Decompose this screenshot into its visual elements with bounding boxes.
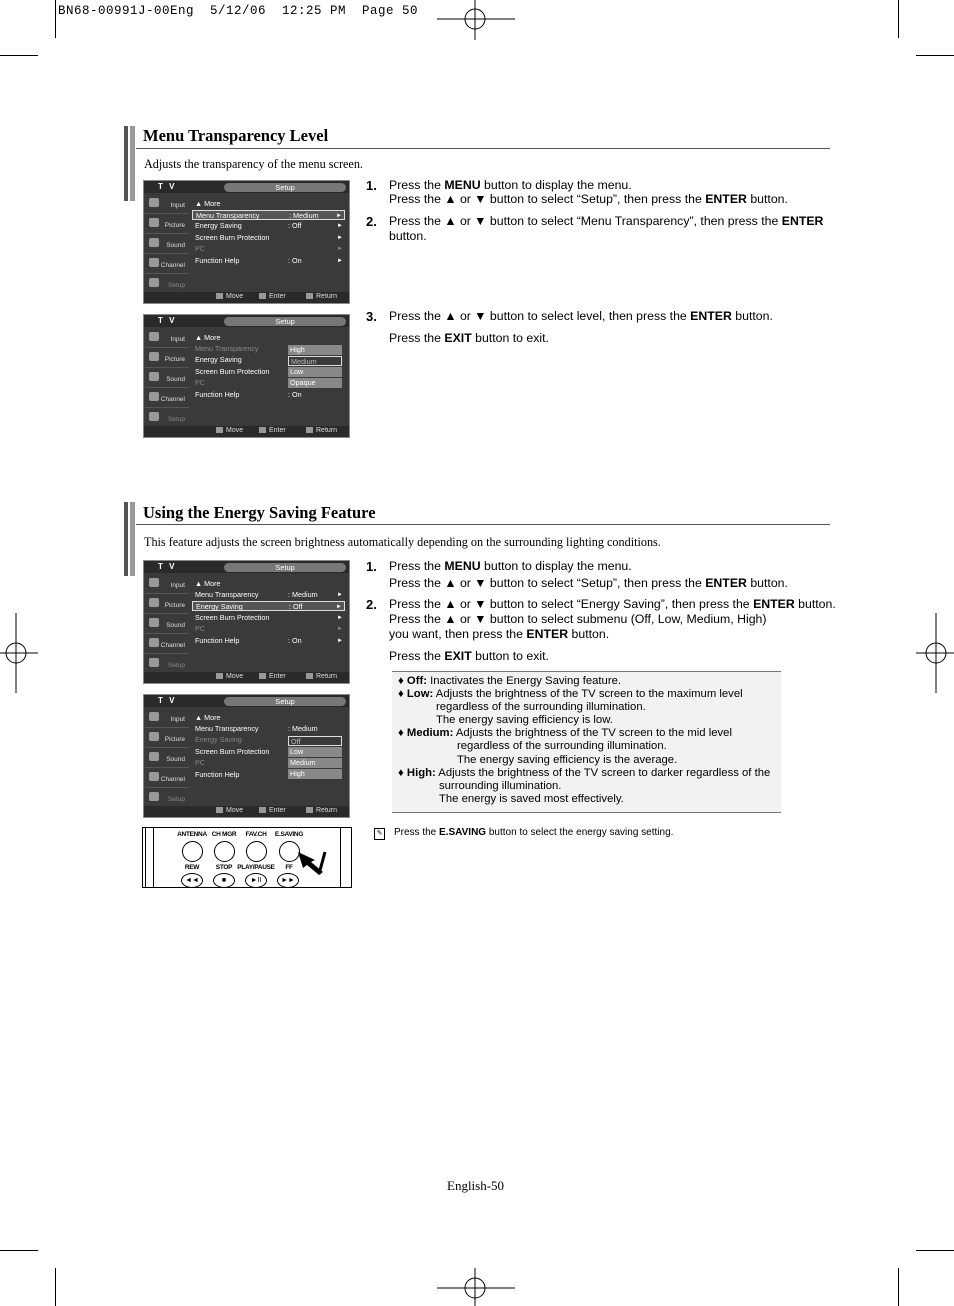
print-header: BN68-00991J-00Eng 5/12/06 12:25 PM Page 50: [58, 4, 419, 18]
step-1: 1. Press the MENU button to display the menu. Press the ▲ or ▼ button to select “Setup”, then press the ENTER button.: [366, 178, 788, 206]
tv-menu-screen: T V Setup Input Picture Sound Channel Setup ▲ More Menu Transparency : Medium ► Energy Saving : Off ► Screen Burn Protection ► PC ► Function Help : On ► Move Enter Return: [143, 180, 350, 304]
ch-mgr-button: [214, 841, 235, 862]
section-description: Adjusts the transparency of the menu screen.: [144, 157, 363, 171]
tv-menu-screen: T V Setup Input Picture Sound Channel Setup ▲ More Menu Transparency : Medium ► Energy Saving : Off ► Screen Burn Protection ► PC ► Function Help : On ► Move Enter Return: [143, 560, 350, 684]
section-title: Using the Energy Saving Feature: [143, 503, 376, 522]
tv-menu-screen: T V Setup Input Picture Sound Channel Setup ▲ More Menu Transparency Energy Saving Screen Burn Protection PC Function Help : On High Medium Low Opaque Move Enter Return: [143, 314, 350, 438]
section-description: This feature adjusts the screen brightness automatically depending on the surrounding lighting conditions.: [144, 535, 661, 549]
registration-mark-left: [0, 613, 38, 693]
crop-mark: [0, 1250, 38, 1251]
stop-icon: ■: [213, 873, 235, 888]
crop-mark: [55, 1268, 56, 1306]
transparency-options: High Medium Low Opaque: [288, 345, 342, 389]
crop-mark: [898, 0, 899, 38]
remote-control-illustration: ANTENNA CH MGR FAV.CH E.SAVING REW STOP PLAY/PAUSE FF ◄◄ ■ ►II ►►: [142, 827, 352, 888]
pointer-arrow-icon: [293, 848, 333, 876]
section-bar: [130, 126, 135, 201]
registration-mark-top: [437, 0, 517, 40]
energy-saving-info-box: ♦ Off: Inactivates the Energy Saving feature. ♦ Low: Adjusts the brightness of the TV screen to the maximum level regardless of the surrounding illumination. The energy saving efficiency is low. ♦ Medium: Adjusts the brightness of the TV screen to the mid level regardless of the surrounding illumination. The energy saving efficiency is the average. ♦ High: Adjusts the brightness of the TV screen to darker regardless of the surrounding illumination. The energy is saved most effectively.: [392, 671, 781, 813]
fast-forward-icon: ►►: [277, 873, 299, 888]
section-bar: [130, 502, 135, 576]
antenna-button: [182, 841, 203, 862]
tv-menu-screen: T V Setup Input Picture Sound Channel Setup ▲ More Menu Transparency : Medium Energy Saving Screen Burn Protection PC Function Help Off Low Medium High Move Enter Return: [143, 694, 350, 818]
crop-mark: [898, 1268, 899, 1306]
play-pause-icon: ►II: [245, 873, 267, 888]
section-title: Menu Transparency Level: [143, 126, 329, 145]
step-3: 3. Press the ▲ or ▼ button to select level, then press the ENTER button. Press the EXIT button to exit.: [366, 309, 773, 345]
rewind-icon: ◄◄: [181, 873, 203, 888]
fav-ch-button: [246, 841, 267, 862]
step-1: 1. Press the MENU button to display the menu. Press the ▲ or ▼ button to select “Setup”, then press the ENTER button.: [366, 559, 788, 590]
section-rule: [136, 524, 830, 525]
registration-mark-right: [916, 613, 954, 693]
crop-mark: [55, 0, 56, 38]
page-number: English-50: [447, 1178, 505, 1193]
section-bar: [124, 126, 128, 201]
crop-mark: [916, 1250, 954, 1251]
step-2: 2. Press the ▲ or ▼ button to select “Menu Transparency”, then press the ENTER button.: [366, 214, 824, 243]
note-icon: ✎: [374, 828, 385, 840]
energy-options: Off Low Medium High: [288, 736, 342, 780]
note-text: Press the E.SAVING button to select the energy saving setting.: [394, 827, 674, 838]
section-rule: [136, 148, 830, 149]
crop-mark: [0, 55, 38, 56]
crop-mark: [916, 55, 954, 56]
step-2: 2. Press the ▲ or ▼ button to select “Energy Saving”, then press the ENTER button. Press the ▲ or ▼ button to select submenu (Off, Low, Medium, High) you want, then press the ENTER button. Press the EXIT button to exit.: [366, 597, 836, 663]
registration-mark-bottom: [437, 1268, 517, 1306]
section-bar: [124, 502, 128, 576]
